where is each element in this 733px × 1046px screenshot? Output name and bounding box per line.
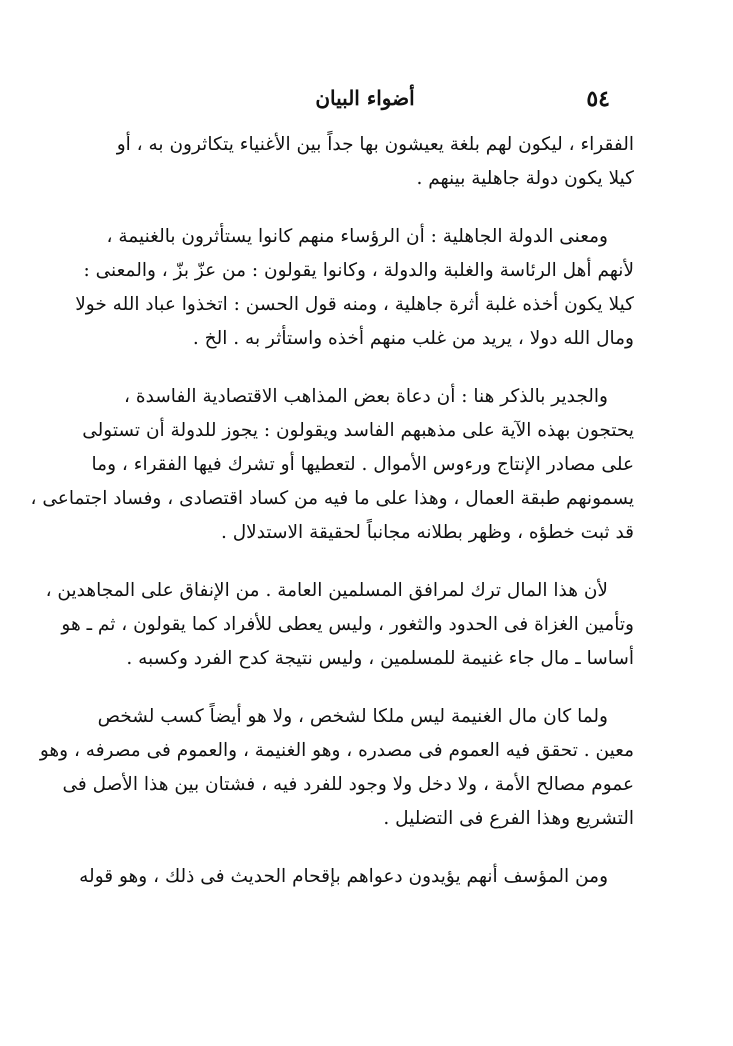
text-line: على مصادر الإنتاج ورءوس الأموال . لتعطيها أو تشرك فيها الفقراء ، وما <box>91 454 634 475</box>
running-title: أضواء البيان <box>315 86 415 110</box>
paragraph-spacer <box>102 550 634 574</box>
text-line: عموم مصالح الأمة ، ولا دخل ولا وجود للفرد فيه ، فشتان بين هذا الأصل فى <box>62 774 634 795</box>
paragraph-spacer <box>102 356 634 380</box>
text-line: التشريع وهذا الفرع فى التضليل . <box>383 808 634 829</box>
paragraph-spacer <box>102 836 634 860</box>
text-line: كيلا يكون دولة جاهلية بينهم . <box>416 168 634 189</box>
paragraph-5 <box>39 700 634 836</box>
text-line: وتأمين الغزاة فى الحدود والثغور ، وليس يعطى للأفراد كما يقولون ، ثم ـ هو <box>61 614 634 635</box>
body-text <box>30 128 634 894</box>
text-line: معين . تحقق فيه العموم فى مصدره ، وهو الغنيمة ، والعموم فى مصرفه ، وهو <box>39 740 634 761</box>
paragraph-spacer <box>102 676 634 700</box>
text-line: لأن هذا المال ترك لمرافق المسلمين العامة . من الإنفاق على المجاهدين ، <box>45 580 608 601</box>
paragraph-3 <box>30 380 634 550</box>
text-line: ولما كان مال الغنيمة ليس ملكا لشخص ، ولا هو أيضاً كسب لشخص <box>97 706 608 727</box>
text-line: قد ثبت خطؤه ، وظهر بطلانه مجانباً لحقيقة الاستدلال . <box>220 522 634 543</box>
text-line: يحتجون بهذه الآية على مذهبهم الفاسد ويقولون : يجوز للدولة أن تستولى <box>82 420 634 441</box>
page-number: ٥٤ <box>586 86 610 112</box>
text-line: كيلا يكون أخذه غلبة أثرة جاهلية ، ومنه قول الحسن : اتخذوا عباد الله خولا <box>75 294 634 315</box>
text-line: لأنهم أهل الرئاسة والغلبة والدولة ، وكانوا يقولون : من عزّ بزّ ، والمعنى : <box>83 260 634 281</box>
paragraph-2 <box>75 220 634 356</box>
text-line: ومن المؤسف أنهم يؤيدون دعواهم بإقحام الحديث فى ذلك ، وهو قوله <box>79 866 608 887</box>
paragraph-spacer <box>102 196 634 220</box>
text-line: ومعنى الدولة الجاهلية : أن الرؤساء منهم كانوا يستأثرون بالغنيمة ، <box>106 226 608 247</box>
paragraph-6 <box>79 860 634 894</box>
text-line: ومال الله دولا ، يريد من غلب منهم أخذه واستأثر به . الخ . <box>192 328 634 349</box>
paragraph-1 <box>102 128 634 196</box>
text-line: يسمونهم طبقة العمال ، وهذا على ما فيه من كساد اقتصادى ، وفساد اجتماعى ، <box>30 488 634 509</box>
text-line: الفقراء ، ليكون لهم بلغة يعيشون بها جداً بين الأغنياء يتكاثرون به ، أو <box>116 134 634 155</box>
paragraph-4 <box>45 574 634 676</box>
text-line: والجدير بالذكر هنا : أن دعاة بعض المذاهب الاقتصادية الفاسدة ، <box>124 386 608 407</box>
page-header <box>110 86 620 116</box>
text-line: أساسا ـ مال جاء غنيمة للمسلمين ، وليس نتيجة كدح الفرد وكسبه . <box>126 648 634 669</box>
